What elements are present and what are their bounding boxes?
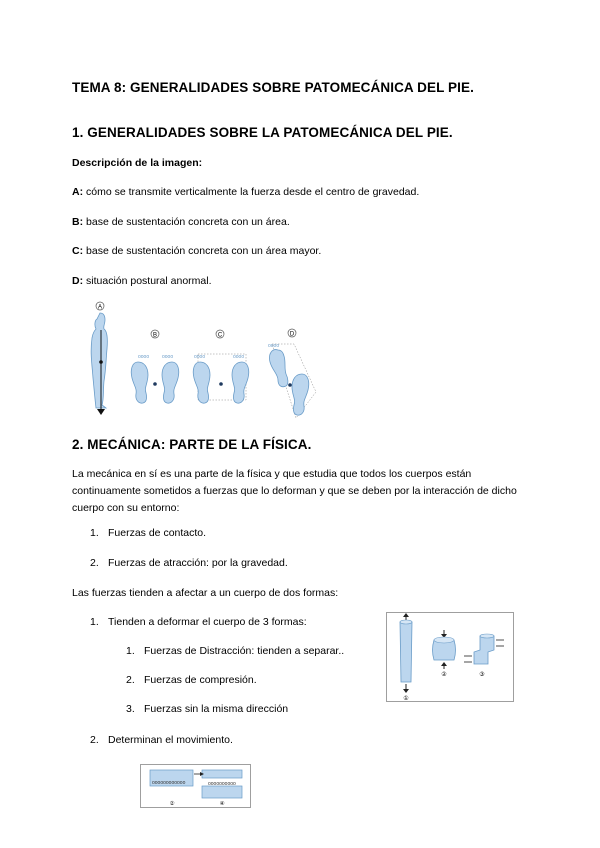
description-label: Descripción de la imagen: (72, 157, 203, 169)
list1-item-1: Fuerzas de contacto. (108, 527, 207, 539)
svg-text:oooo: oooo (233, 354, 245, 360)
fig2-label-2: ② (441, 671, 447, 678)
svg-text:oooo: oooo (194, 354, 206, 360)
list2-item-1: Tienden a deformar el cuerpo de 3 formas: (108, 616, 307, 628)
list1-item-2: Fuerzas de atracción: por la gravedad. (108, 557, 288, 569)
list2-num-1: 1. (90, 616, 99, 628)
page-title: TEMA 8: GENERALIDADES SOBRE PATOMECÁNICA DEL PIE. (72, 80, 474, 95)
posture-feet-figure (80, 300, 320, 420)
list2-item-2: Determinan el movimiento. (108, 734, 233, 746)
figure-label-a: A (97, 304, 103, 311)
section-1-heading: 1. GENERALIDADES SOBRE LA PATOMECÁNICA DEL PIE. (72, 125, 453, 140)
fig3-label-2: ④ (219, 801, 225, 807)
fig2-label-1: ① (403, 695, 409, 702)
figure-label-c: C (217, 332, 223, 339)
sublist-item-3: Fuerzas sin la misma dirección (144, 703, 289, 715)
description-item-d: D: situación postural anormal. (72, 275, 212, 287)
figure-label-d: D (289, 331, 295, 338)
sublist-item-1: Fuerzas de Distracción: tienden a separar.. (144, 645, 345, 657)
list1-num-2: 2. (90, 557, 99, 569)
svg-text:oooooooooo: oooooooooo (208, 781, 236, 787)
figure-label-b: B (152, 332, 158, 339)
description-item-b: B: base de sustentación concreta con un área. (72, 216, 290, 228)
mechanics-intro: La mecánica en sí es una parte de la física y que estudia que todos los cuerpos están continuamente sometidos a fuerzas que lo deforman y que se deben por la interacción de dicho cuerpo con su entorno: (72, 468, 517, 514)
description-item-a: A: cómo se transmite verticalmente la fuerza desde el centro de gravedad. (72, 186, 420, 198)
deformation-forces-figure (386, 612, 514, 702)
list2-num-2: 2. (90, 734, 99, 746)
svg-text:oooo: oooo (268, 343, 280, 349)
fig3-label-1: ② (169, 801, 175, 807)
sublist-item-2: Fuerzas de compresión. (144, 674, 257, 686)
list1-num-1: 1. (90, 527, 99, 539)
section-2-heading: 2. MECÁNICA: PARTE DE LA FÍSICA. (72, 437, 312, 452)
sublist-num-2: 2. (126, 674, 135, 686)
svg-text:oooo: oooo (138, 354, 150, 360)
forms-intro: Las fuerzas tienden a afectar a un cuerpo de dos formas: (72, 587, 339, 599)
description-item-c: C: base de sustentación concreta con un área mayor. (72, 245, 322, 257)
svg-text:oooo: oooo (162, 354, 174, 360)
fig2-label-3: ③ (479, 671, 485, 678)
svg-text:oooooooooooo: oooooooooooo (152, 780, 186, 786)
sublist-num-3: 3. (126, 703, 135, 715)
sublist-num-1: 1. (126, 645, 135, 657)
movement-figure (140, 764, 251, 808)
